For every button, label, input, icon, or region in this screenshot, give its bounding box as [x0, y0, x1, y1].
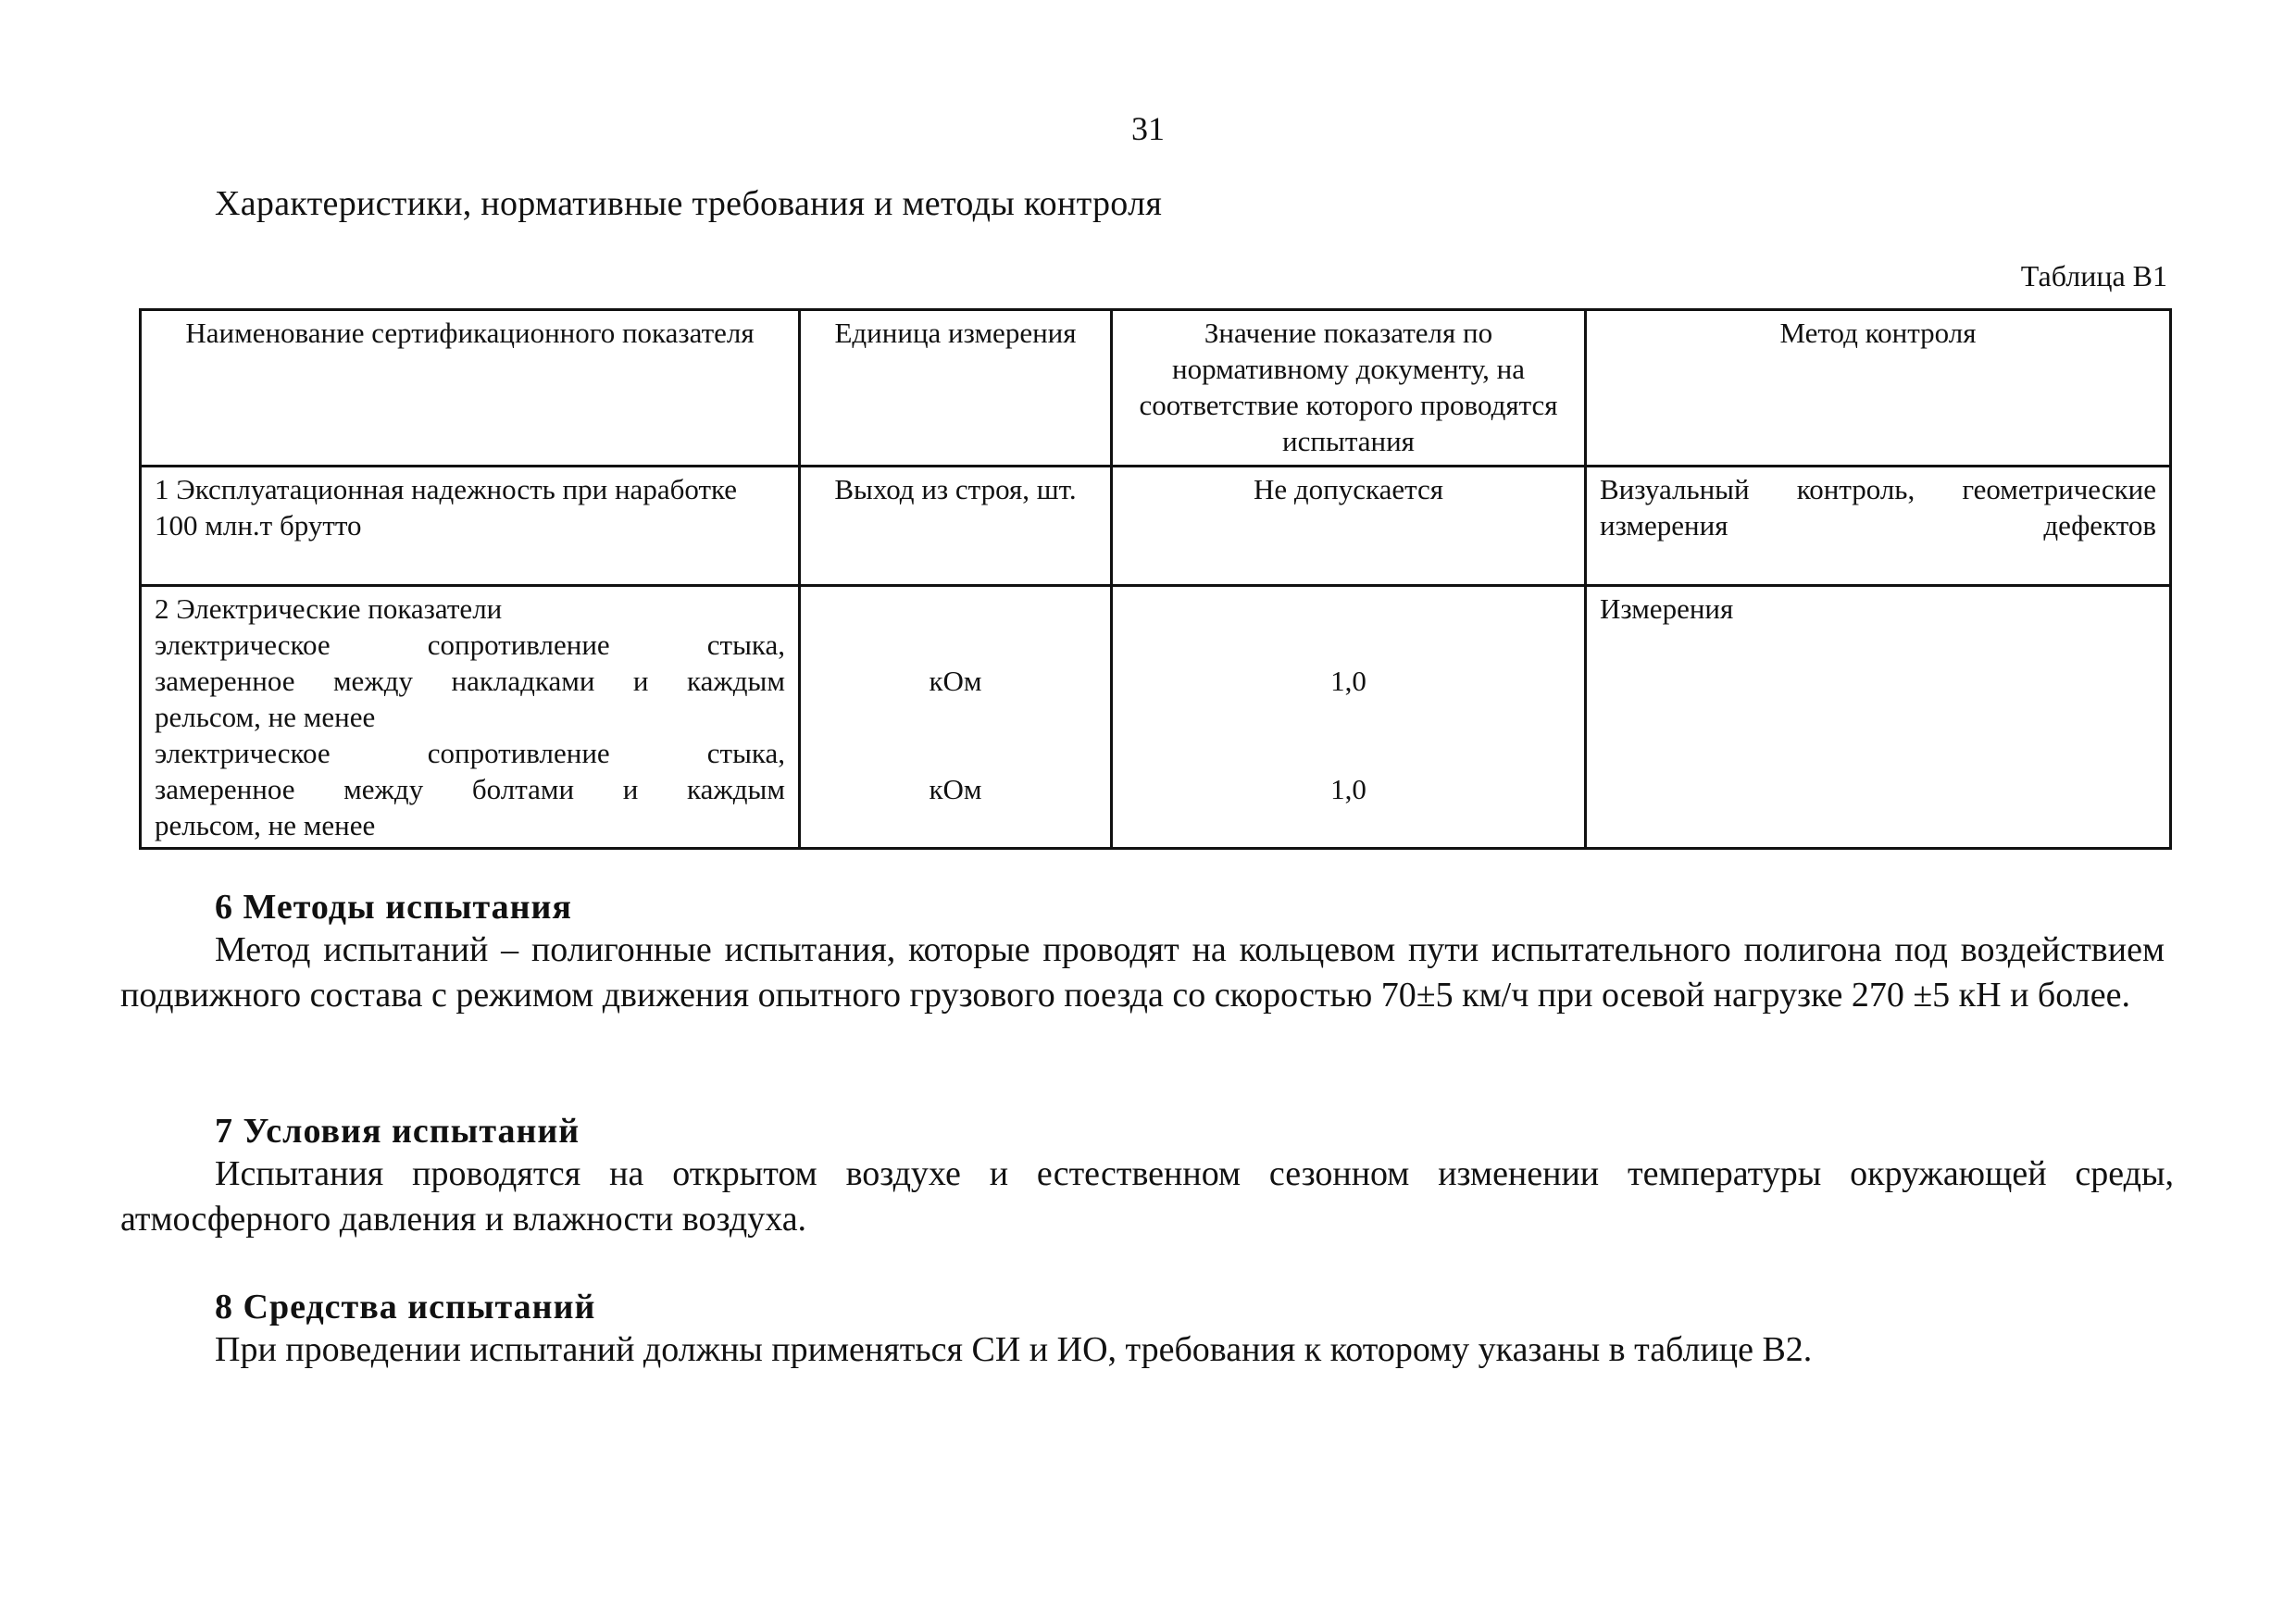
row2-item1-line2: замеренное между накладками и каждым: [155, 665, 785, 697]
row2-value-cell: [1112, 586, 1586, 849]
row2-value2: 1,0: [1330, 773, 1366, 805]
header-unit: Единица измерения: [800, 310, 1112, 467]
row2-method: Измерения: [1586, 586, 2171, 849]
row2-item1-line1: электрическое сопротивление стыка,: [155, 629, 785, 661]
row2-item2-line2: замеренное между болтами и каждым: [155, 773, 785, 805]
row2-value1: 1,0: [1330, 665, 1366, 697]
row1-method-text: Визуальный контроль, геометрические измерения дефектов: [1600, 473, 2156, 542]
row2-name-cell: [141, 586, 800, 849]
table-caption: Таблица В1: [2020, 259, 2167, 293]
header-control-method: Метод контроля: [1586, 310, 2171, 467]
table-row: [141, 586, 2171, 849]
spec-table: [139, 308, 2172, 850]
table-row: [141, 467, 2171, 586]
row1-value: Не допускается: [1112, 467, 1586, 586]
row1-name: 1 Эксплуатационная надежность при наработке 100 млн.т брутто: [141, 467, 800, 586]
section-8-title: 8 Средства испытаний: [215, 1288, 596, 1326]
section-7-title: 7 Условия испытаний: [215, 1112, 580, 1151]
table-header-row: [141, 310, 2171, 467]
row2-item2-line1: электрическое сопротивление стыка,: [155, 737, 785, 769]
section-7-text: Испытания проводятся на открытом воздухе и естественном сезонном изменении температуры окружающей среды, атмосферного давления и влажности воздуха.: [120, 1154, 2174, 1239]
header-indicator-name: Наименование сертификационного показателя: [141, 310, 800, 467]
row2-item1-line3: рельсом, не менее: [155, 701, 376, 733]
row2-item2-line3: рельсом, не менее: [155, 809, 376, 841]
page-number: 31: [1131, 110, 1165, 147]
row1-method: [1586, 467, 2171, 586]
section-6-text: Метод испытаний – полигонные испытания, которые проводят на кольцевом пути испытательного полигона под воздействием подвижного состава с режимом движения опытного грузового поезда со скоростью 70±5 км/ч при осевой нагрузке 270 ±5 кН и более.: [120, 930, 2165, 1015]
row2-unit1: кОм: [929, 665, 982, 697]
header-normative-value: Значение показателя по нормативному документу, на соответствие которого проводятся испытания: [1112, 310, 1586, 467]
section-6-title: 6 Методы испытания: [215, 888, 572, 927]
row2-title: 2 Электрические показатели: [155, 592, 503, 625]
row2-unit2: кОм: [929, 773, 982, 805]
section-8-text: При проведении испытаний должны применяться СИ и ИО, требования к которому указаны в таблице В2.: [215, 1330, 1813, 1369]
row1-unit: Выход из строя, шт.: [800, 467, 1112, 586]
row2-unit-cell: [800, 586, 1112, 849]
document-heading: Характеристики, нормативные требования и методы контроля: [215, 184, 1163, 223]
